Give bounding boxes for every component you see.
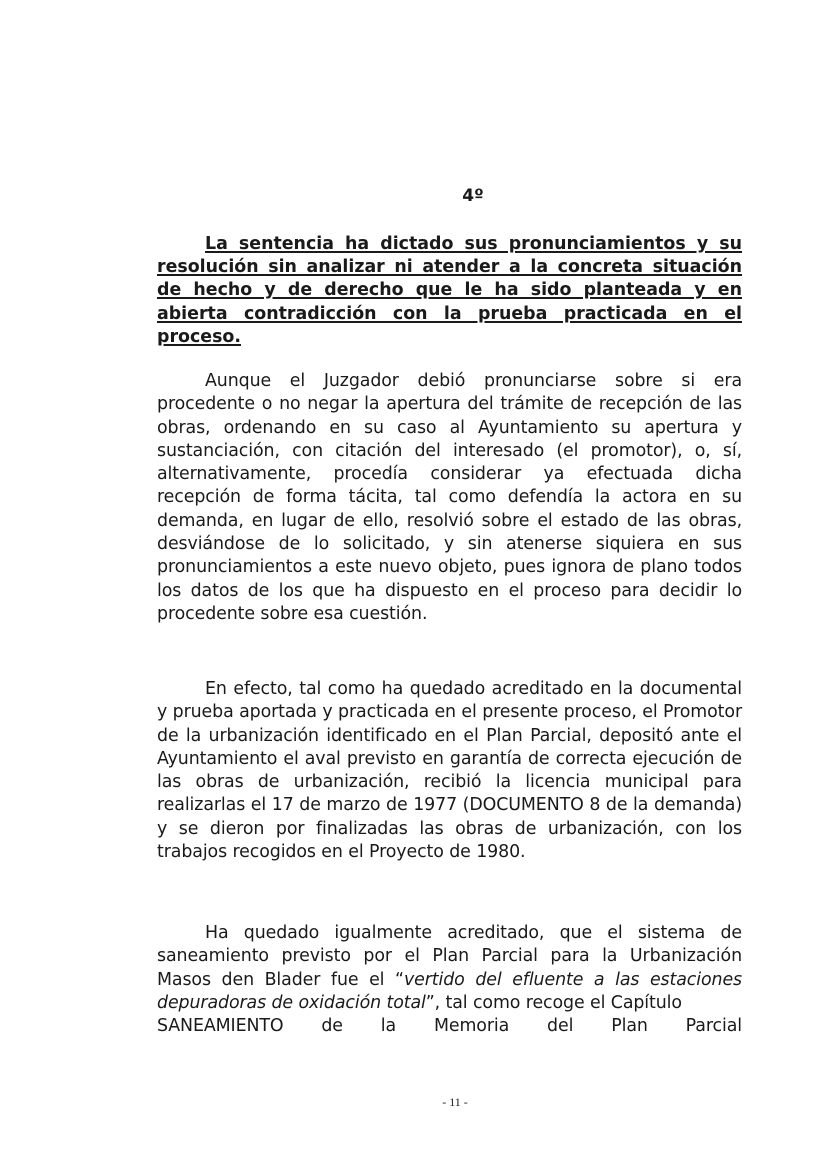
- paragraph-2: [157, 678, 742, 864]
- paragraph-2-text: En efecto, tal como ha quedado acreditado en la documental y prueba aportada y practicada en el presente proceso, el Promotor de la urbanización identificado en el Plan Parcial, depositó ante el Ayuntamiento el aval previsto en garantía de correcta ejecución de las obras de urbanización, recibió la licencia municipal para realizarlas el 17 de marzo de 1977 (DOCUMENTO 8 de la demanda) y se dieron por finalizadas las obras de urbanización, con los trabajos recogidos en el Proyecto de 1980.: [157, 679, 742, 863]
- page-number: - 11 -: [442, 1095, 468, 1109]
- section-number: 4º: [462, 186, 484, 206]
- paragraph-3: [157, 922, 742, 1038]
- quoted-italic-text: vertido del efluente a las estaciones depuradoras de oxidación total: [157, 969, 743, 1013]
- section-heading: [157, 233, 742, 349]
- paragraph-1: [157, 370, 742, 626]
- paragraph-3-text-middle: ”, tal como recoge el Capítulo: [425, 992, 682, 1013]
- paragraph-3-text-end: SANEAMIENTO de la Memoria del Plan Parcial: [157, 1016, 742, 1037]
- heading-text: La sentencia ha dictado sus pronunciamientos y su resolución sin analizar ni atender a la concreta situación de hecho y de derecho que le ha sido planteada y en abierta contradicción con la prueba practicada en el proceso.: [157, 234, 742, 347]
- paragraph-1-text: Aunque el Juzgador debió pronunciarse sobre si era procedente o no negar la apertura del trámite de recepción de las obras, ordenando en su caso al Ayuntamiento su apertura y sustanciación, con citación del interesado (el promotor), o, sí, alternativamente, procedía considerar ya efectuada dicha recepción de forma tácita, tal como defendía la actora en su demanda, en lugar de ello, resolvió sobre el estado de las obras, desviándose de lo solicitado, y sin atenerse siquiera en sus pronunciamientos a este nuevo objeto, pues ignora de plano todos los datos de los que ha dispuesto en el proceso para decidir lo procedente sobre esa cuestión.: [157, 371, 742, 624]
- paragraph-3-text-start: Ha quedado igualmente acreditado, que el sistema de saneamiento previsto por el Plan Parcial para la Urbanización Masos den Blader fue el “: [157, 923, 742, 990]
